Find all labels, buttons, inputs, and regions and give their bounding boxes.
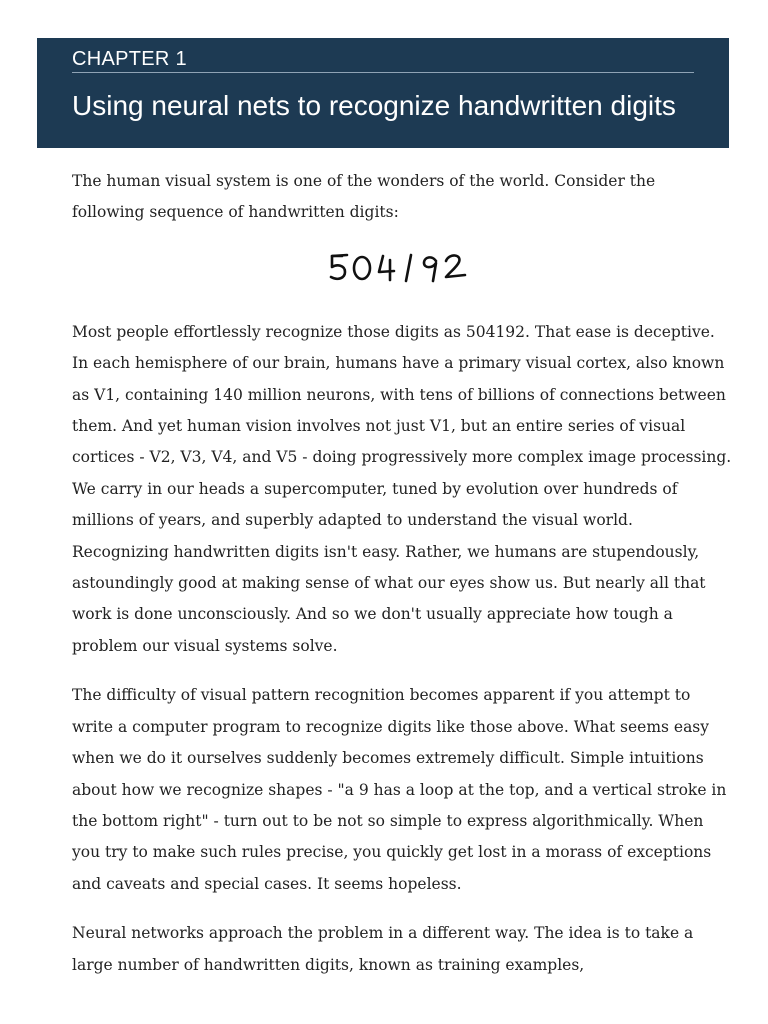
chapter-header xyxy=(37,38,729,148)
handwritten-digits-figure xyxy=(72,247,732,303)
paragraph-2: The difficulty of visual pattern recognition becomes apparent if you attempt to write a computer program to recognize digits like those above. What seems easy when we do it ourselves suddenly becomes extremely difficult. Simple intuitions about how we recognize shapes - "a 9 has a loop at the top, and a vertical stroke in the bottom right" - turn out to be not so simple to express algorithmically. When you try to make such rules precise, you quickly get lost in a morass of exceptions and caveats and special cases. It seems hopeless. xyxy=(72,686,727,893)
chapter-title: Using neural nets to recognize handwritten digits xyxy=(72,90,676,121)
article-body xyxy=(72,166,732,999)
paragraph-3: Neural networks approach the problem in a different way. The idea is to take a large number of handwritten digits, known as training examples, xyxy=(72,924,694,974)
handwritten-digits-image xyxy=(328,247,478,287)
chapter-divider xyxy=(72,72,694,73)
paragraph-intro: The human visual system is one of the wonders of the world. Consider the following sequence of handwritten digits: xyxy=(72,172,656,222)
paragraph-1: Most people effortlessly recognize those digits as 504192. That ease is deceptive. In each hemisphere of our brain, humans have a primary visual cortex, also known as V1, containing 140 million neurons, with tens of billions of connections between them. And yet human vision involves not just V1, but an entire series of visual cortices - V2, V3, V4, and V5 - doing progressively more complex image processing. We carry in our heads a supercomputer, tuned by evolution over hundreds of millions of years, and superbly adapted to understand the visual world. Recognizing handwritten digits isn't easy. Rather, we humans are stupendously, astoundingly good at making sense of what our eyes show us. But nearly all that work is done unconsciously. And so we don't usually appreciate how tough a problem our visual systems solve. xyxy=(72,322,732,655)
chapter-label: CHAPTER 1 xyxy=(72,48,187,70)
